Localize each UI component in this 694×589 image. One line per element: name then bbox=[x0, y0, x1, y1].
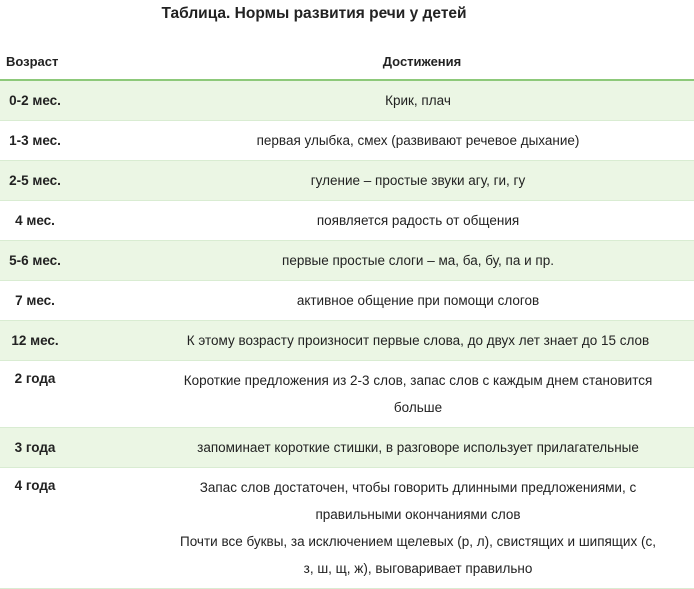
age-cell: 0-2 мес. bbox=[0, 80, 70, 121]
achievement-cell bbox=[70, 468, 694, 589]
age-cell: 5-6 мес. bbox=[0, 241, 70, 281]
age-cell: 1-3 мес. bbox=[0, 121, 70, 161]
table-title: Таблица. Нормы развития речи у детей bbox=[161, 5, 467, 22]
speech-norms-table bbox=[0, 43, 694, 589]
achievement-text: первые простые слоги – ма, ба, бу, па и пр. bbox=[282, 253, 554, 268]
table-row bbox=[0, 361, 694, 428]
table-row bbox=[0, 201, 694, 241]
table-row bbox=[0, 161, 694, 201]
age-cell: 2-5 мес. bbox=[0, 161, 70, 201]
table-row bbox=[0, 241, 694, 281]
achievement-cell bbox=[70, 321, 694, 361]
achievement-text: Крик, плач bbox=[385, 93, 451, 108]
achievement-cell bbox=[70, 201, 694, 241]
achievement-text: появляется радость от общения bbox=[316, 213, 520, 228]
achievement-text: Запас слов достаточен, чтобы говорить длинными предложениями, с bbox=[199, 480, 637, 495]
achievement-cell bbox=[70, 241, 694, 281]
table-row bbox=[0, 121, 694, 161]
achievement-cell bbox=[70, 161, 694, 201]
age-cell: 4 года bbox=[0, 468, 70, 589]
age-cell: 3 года bbox=[0, 428, 70, 468]
achievement-cell bbox=[70, 80, 694, 121]
age-cell: 12 мес. bbox=[0, 321, 70, 361]
achievement-text: больше bbox=[393, 400, 443, 415]
achievement-text: К этому возрасту произносит первые слова, до двух лет знает до 15 слов bbox=[186, 333, 650, 348]
age-cell: 2 года bbox=[0, 361, 70, 428]
achievements-column-header: Достижения bbox=[70, 43, 694, 80]
table-row bbox=[0, 281, 694, 321]
achievement-text: Короткие предложения из 2-3 слов, запас слов с каждым днем становится bbox=[183, 373, 653, 388]
table-row bbox=[0, 468, 694, 589]
age-column-header: Возраст bbox=[0, 43, 70, 80]
achievement-cell bbox=[70, 361, 694, 428]
achievement-text: активное общение при помощи слогов bbox=[296, 293, 540, 308]
achievement-cell bbox=[70, 121, 694, 161]
achievement-text: з, ш, щ, ж), выговаривает правильно bbox=[303, 561, 533, 576]
achievement-text: первая улыбка, смех (развивают речевое дыхание) bbox=[256, 133, 580, 148]
achievement-text: Почти все буквы, за исключением щелевых (р, л), свистящих и шипящих (с, bbox=[180, 534, 656, 549]
achievement-cell bbox=[70, 428, 694, 468]
age-cell: 7 мес. bbox=[0, 281, 70, 321]
age-cell: 4 мес. bbox=[0, 201, 70, 241]
achievement-text: запоминает короткие стишки, в разговоре использует прилагательные bbox=[197, 440, 639, 455]
achievement-text: гуление – простые звуки агу, ги, гу bbox=[310, 173, 526, 188]
table-row bbox=[0, 428, 694, 468]
achievement-text: правильными окончаниями слов bbox=[315, 507, 521, 522]
achievement-cell bbox=[70, 281, 694, 321]
table-row bbox=[0, 80, 694, 121]
header-row bbox=[0, 43, 694, 80]
table-row bbox=[0, 321, 694, 361]
